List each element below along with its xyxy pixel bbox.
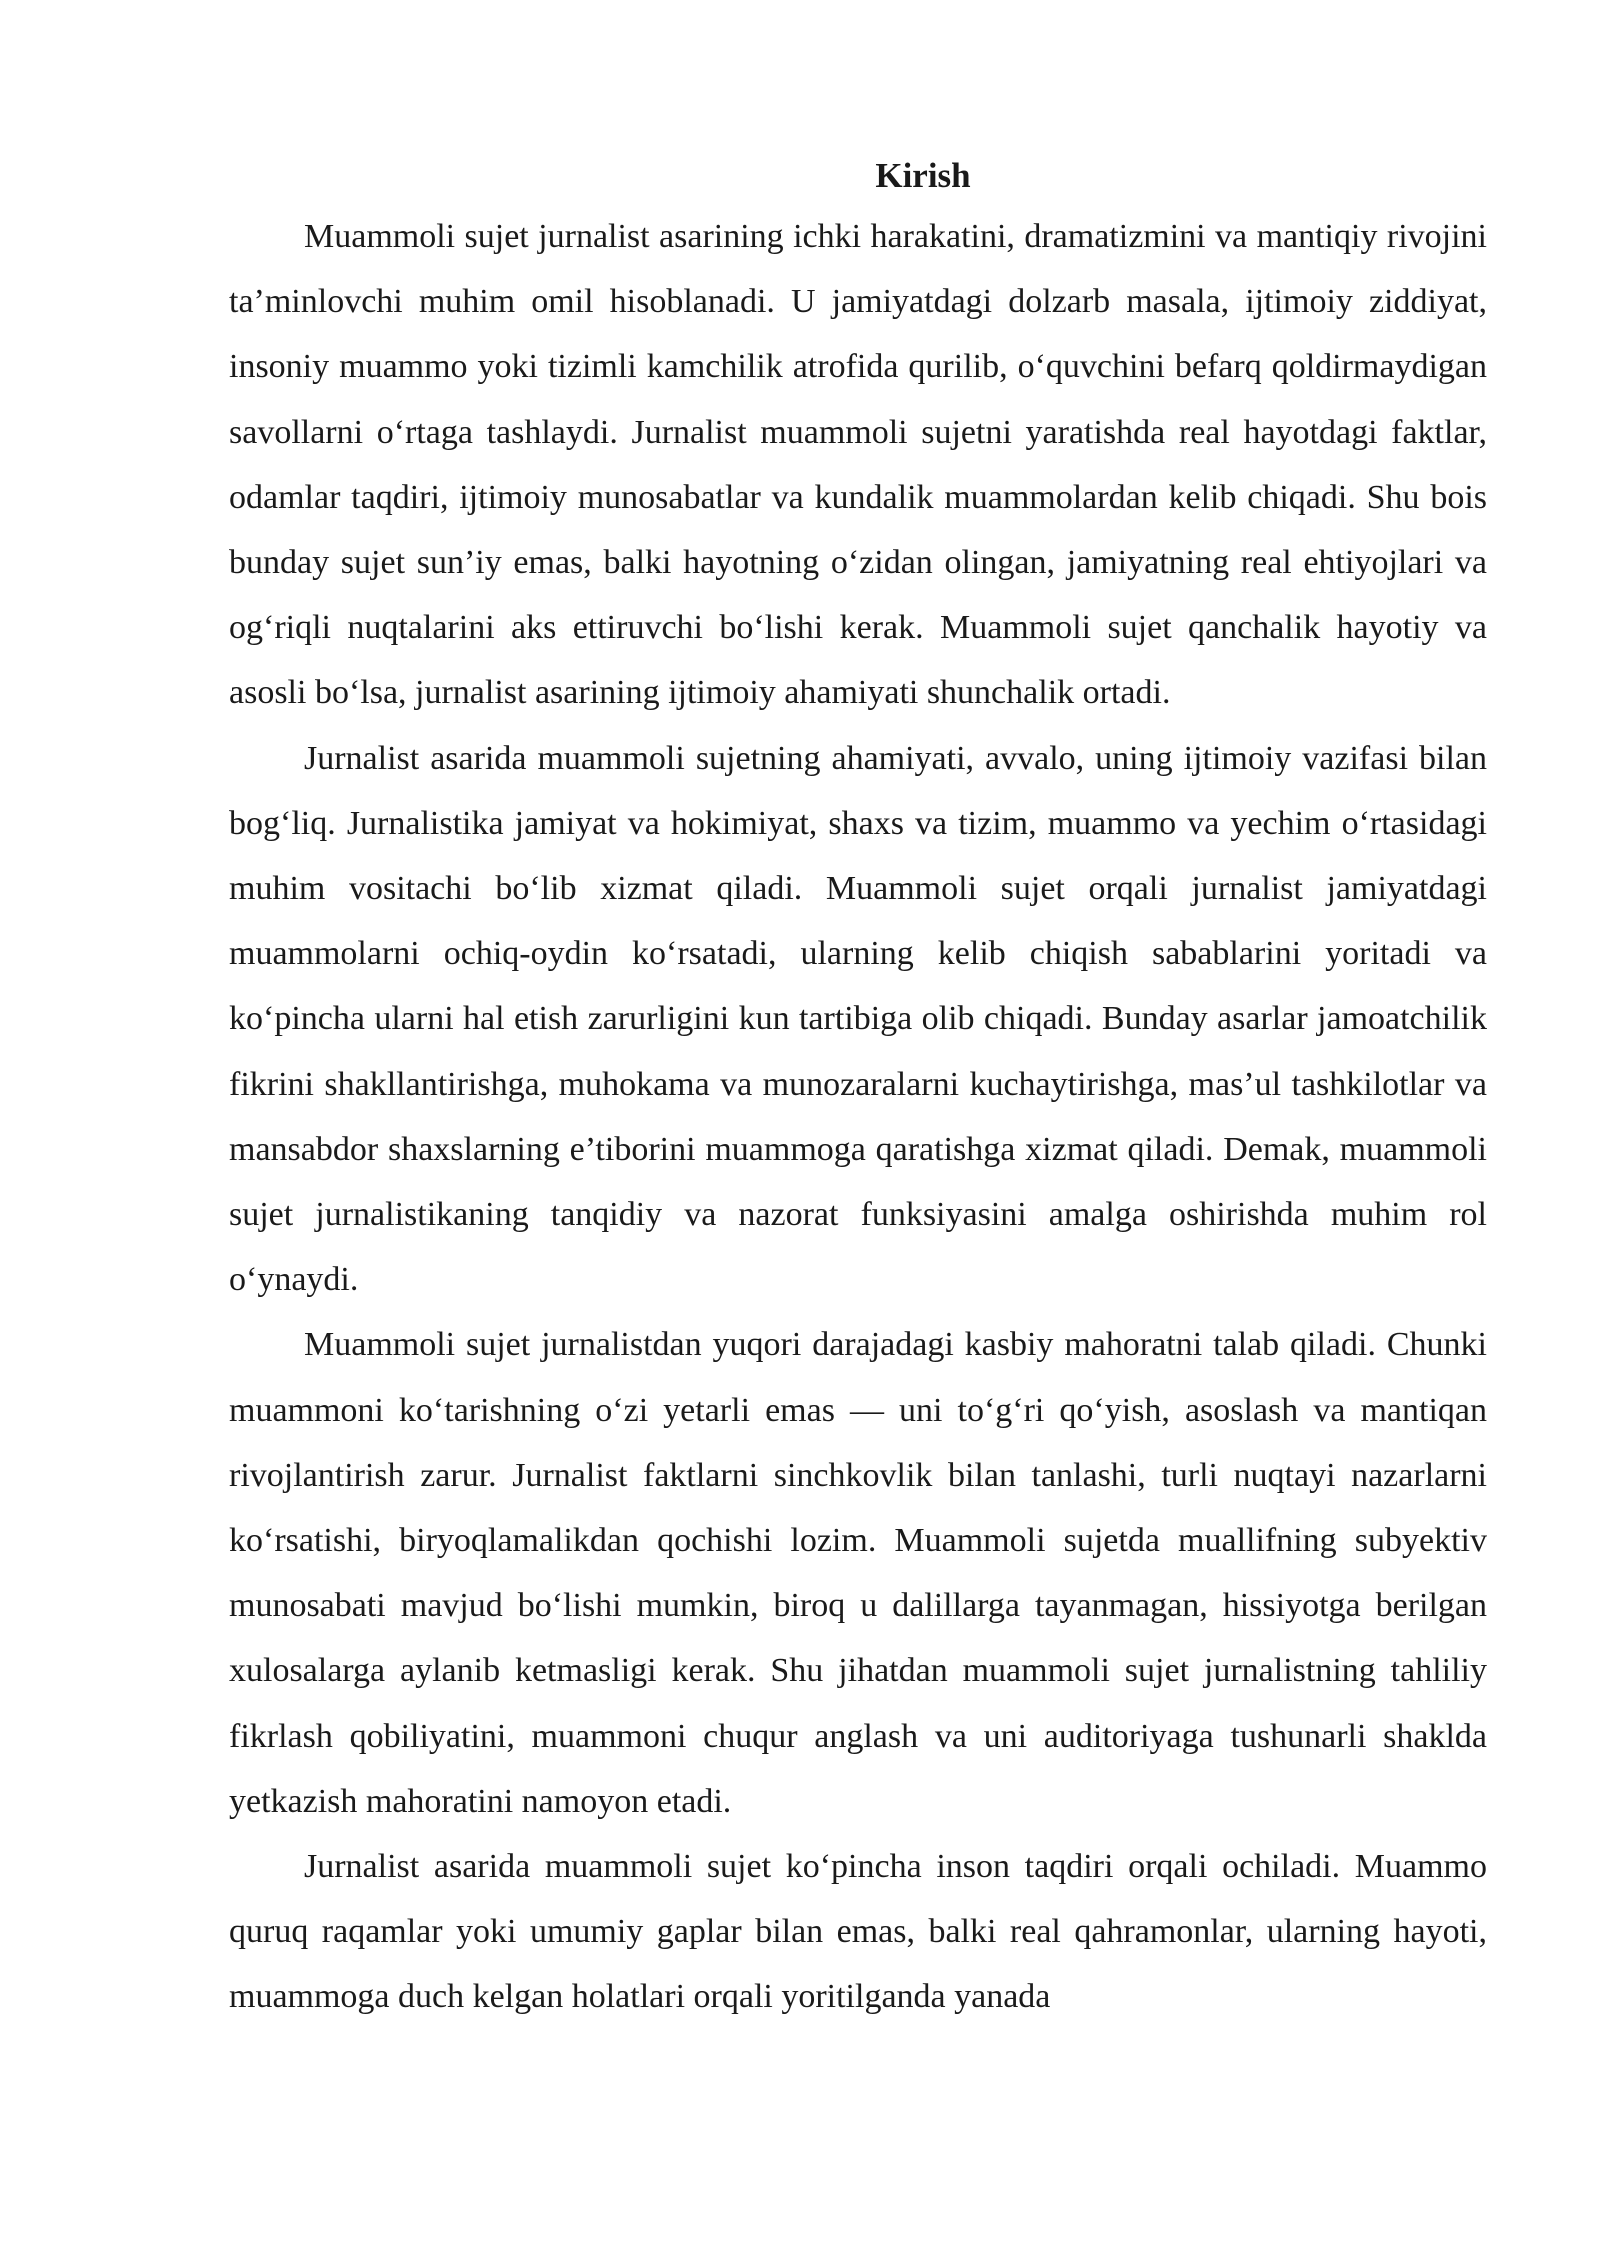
paragraph-4: Jurnalist asarida muammoli sujet ko‘pincha inson taqdiri orqali ochiladi. Muammo quruq raqamlar yoki umumiy gaplar bilan emas, balki real qahramonlar, ularning hayoti, muammoga duch kelgan holatlari orqali yoritilganda yanada xyxy=(229,1848,1487,2016)
document-title: Kirish xyxy=(875,156,971,195)
paragraph-2: Jurnalist asarida muammoli sujetning ahamiyati, avvalo, uning ijtimoiy vazifasi bilan bog‘liq. Jurnalistika jamiyat va hokimiyat, shaxs va tizim, muammo va yechim o‘rtasidagi muhim vositachi bo‘lib xizmat qiladi. Muammoli sujet orqali jurnalist jamiyatdagi muammolarni ochiq-oydin ko‘rsatadi, ularning kelib chiqish sabablarini yoritadi va ko‘pincha ularni hal etish zarurligini kun tartibiga olib chiqadi. Bunday asarlar jamoatchilik fikrini shakllantirishga, muhokama va munozaralarni kuchaytirishga, mas’ul tashkilotlar va mansabdor shaxslarning e’tiborini muammoga qaratishga xizmat qiladi. Demak, muammoli sujet jurnalistikaning tanqidiy va nazorat funksiyasini amalga oshirishda muhim rol o‘ynaydi. xyxy=(229,739,1487,1299)
paragraph-3: Muammoli sujet jurnalistdan yuqori darajadagi kasbiy mahoratni talab qiladi. Chunki muammoni ko‘tarishning o‘zi yetarli emas — uni to‘g‘ri qo‘yish, asoslash va mantiqan rivojlantirish zarur. Jurnalist faktlarni sinchkovlik bilan tanlashi, turli nuqtayi nazarlarni ko‘rsatishi, biryoqlamalikdan qochishi lozim. Muammoli sujetda muallifning subyektiv munosabati mavjud bo‘lishi mumkin, biroq u dalillarga tayanmagan, hissiyotga berilgan xulosalarga aylanib ketmasligi kerak. Shu jihatdan muammoli sujet jurnalistning tahliliy fikrlash qobiliyatini, muammoni chuqur anglash va uni auditoriyaga tushunarli shaklda yetkazish mahoratini namoyon etadi. xyxy=(229,1326,1487,1820)
document-body xyxy=(229,148,1487,2030)
paragraph-1: Muammoli sujet jurnalist asarining ichki harakatini, dramatizmini va mantiqiy rivojini ta’minlovchi muhim omil hisoblanadi. U jamiyatdagi dolzarb masala, ijtimoiy ziddiyat, insoniy muammo yoki tizimli kamchilik atrofida qurilib, o‘quvchini befarq qoldirmaydigan savollarni o‘rtaga tashlaydi. Jurnalist muammoli sujetni yaratishda real hayotdagi faktlar, odamlar taqdiri, ijtimoiy munosabatlar va kundalik muammolardan kelib chiqadi. Shu bois bunday sujet sun’iy emas, balki hayotning o‘zidan olingan, jamiyatning real ehtiyojlari va og‘riqli nuqtalarini aks ettiruvchi bo‘lishi kerak. Muammoli sujet qanchalik hayotiy va asosli bo‘lsa, jurnalist asarining ijtimoiy ahamiyati shunchalik ortadi. xyxy=(229,218,1487,712)
